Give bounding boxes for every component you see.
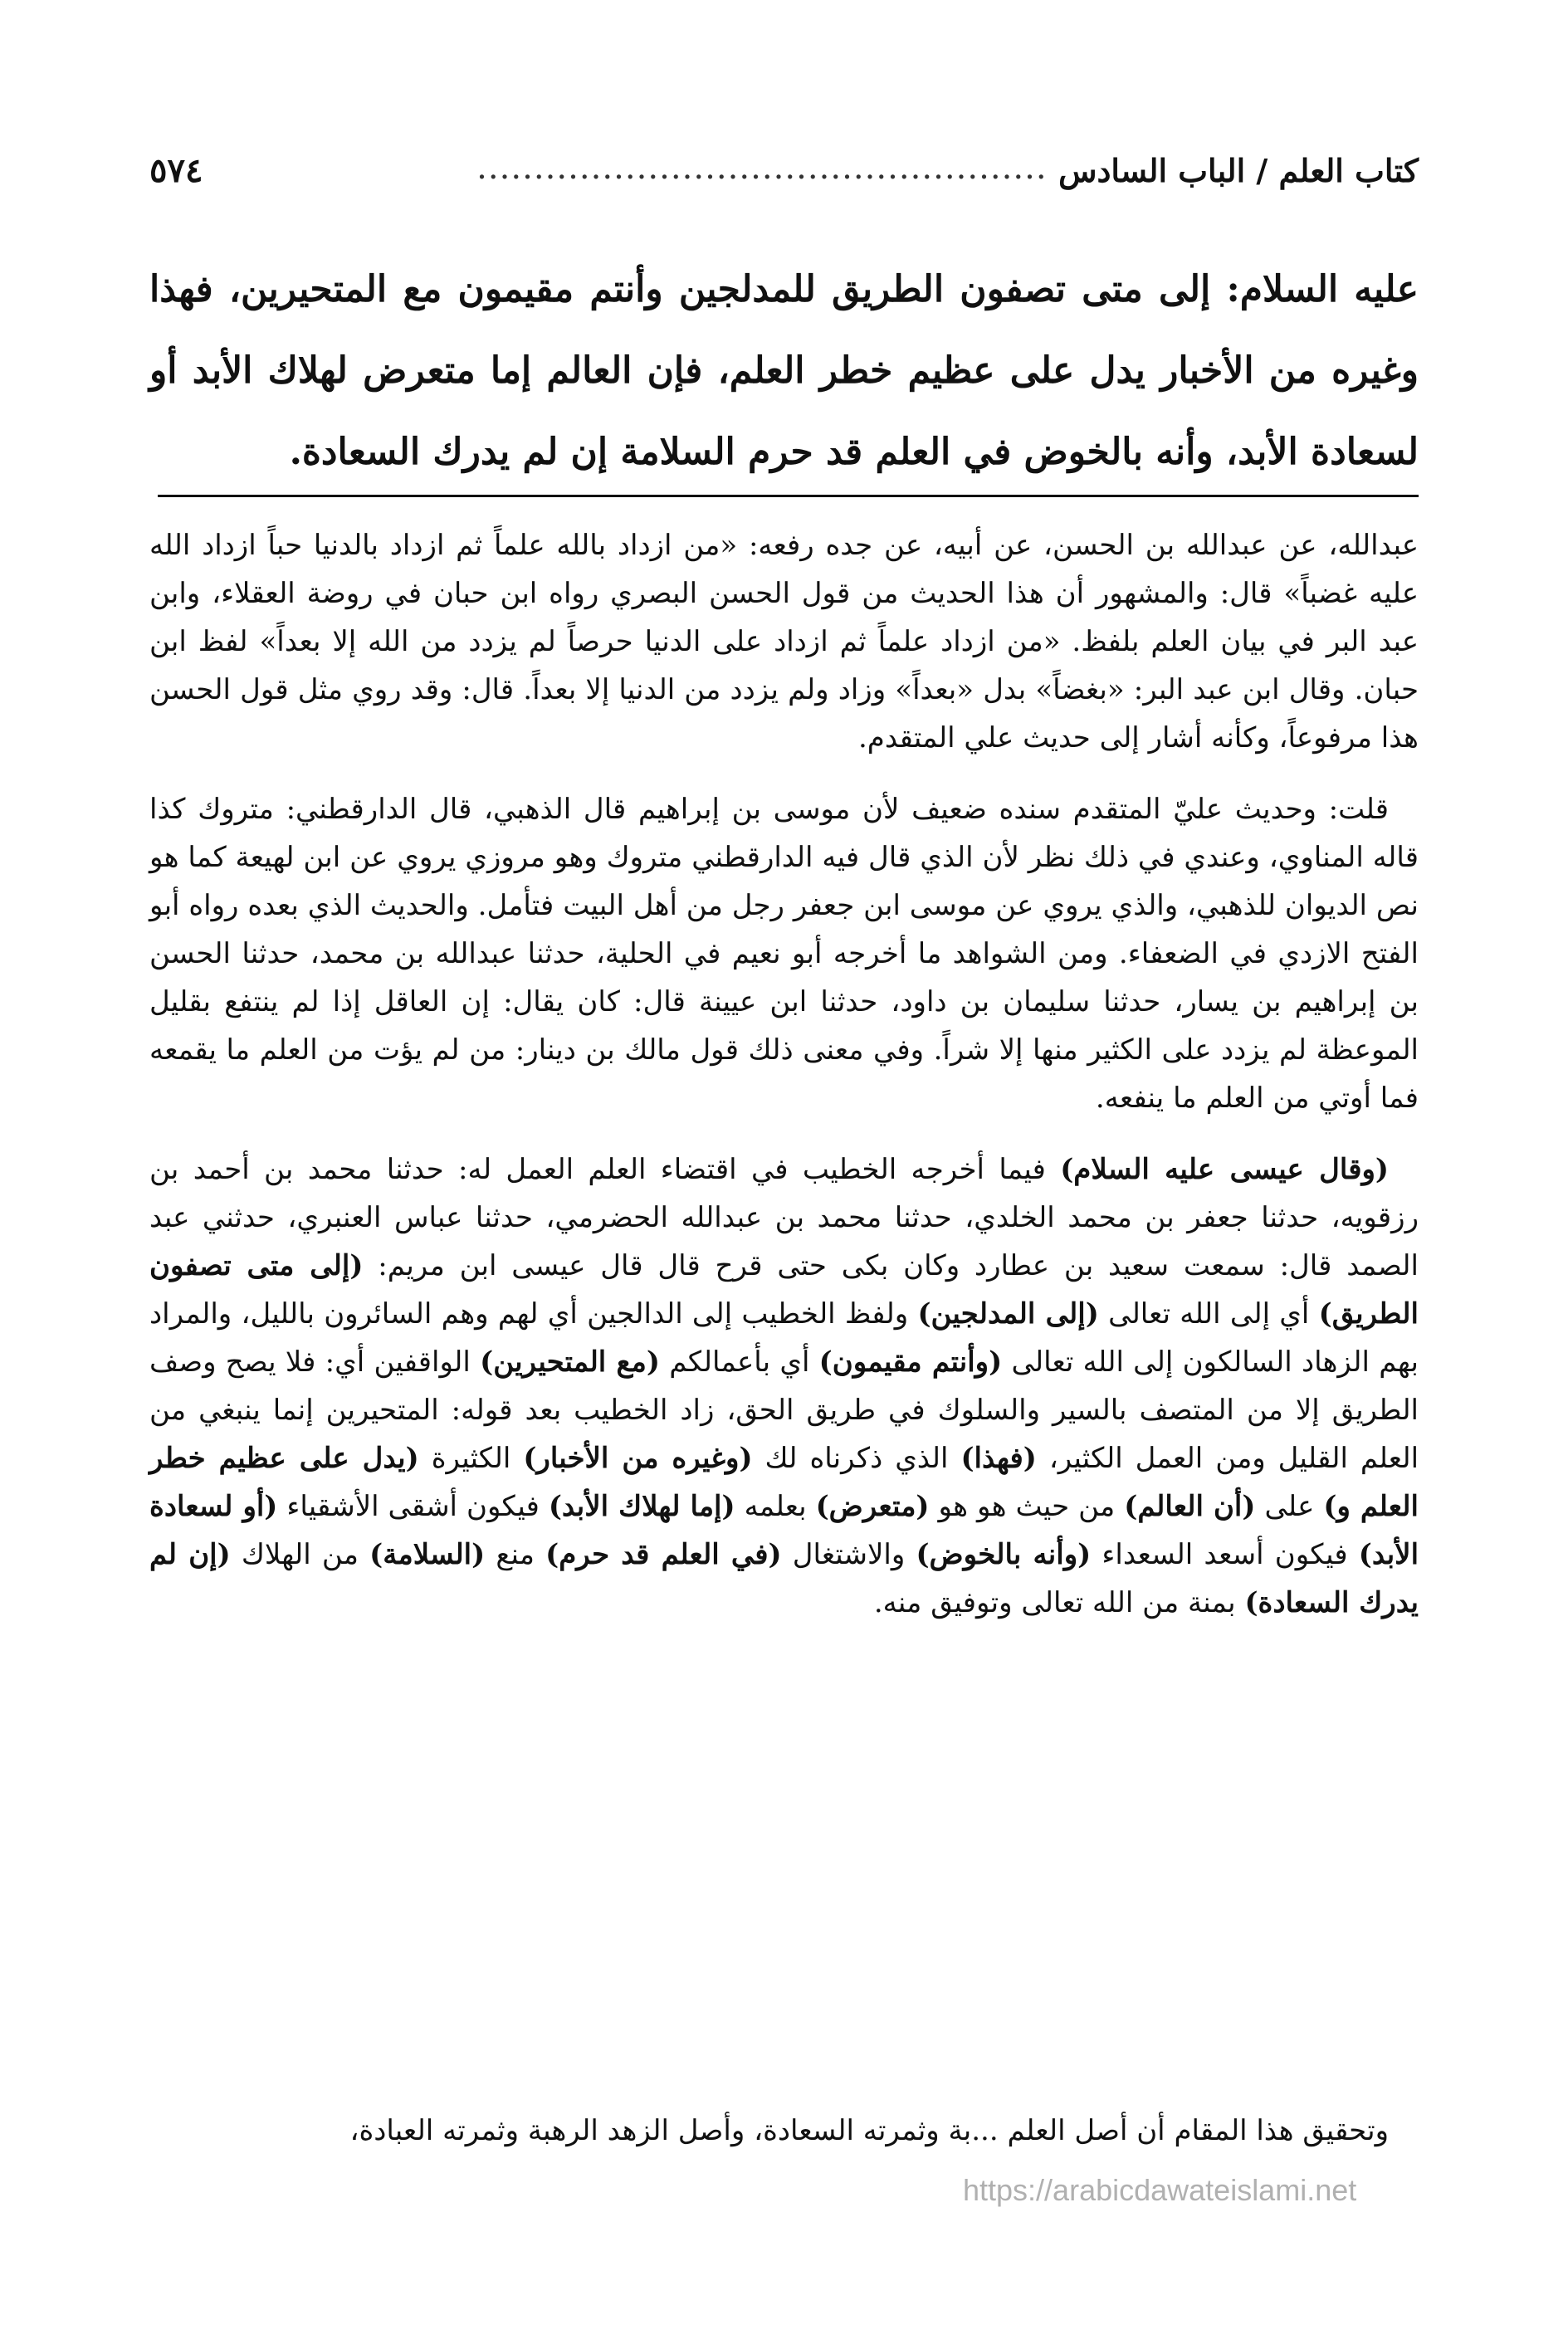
quoted-phrase: (في العلم قد حرم) (545, 1538, 782, 1571)
commentary-text: الذي ذكرناه لك (752, 1442, 961, 1475)
commentary-text: والاشتغال (781, 1538, 916, 1571)
quoted-phrase: (إما لهلاك الأبد) (548, 1490, 735, 1523)
running-title-group (478, 152, 1419, 189)
commentary-text: على (1255, 1490, 1324, 1523)
quoted-phrase: (السلامة) (369, 1538, 486, 1571)
quoted-phrase: (وأنتم مقيمون) (818, 1345, 1003, 1379)
quoted-phrase: (أو لسعادة الأبد) (149, 1490, 1419, 1571)
commentary-text: بعلمه (735, 1490, 816, 1523)
commentary-text: الكثيرة (418, 1442, 524, 1475)
commentary-paragraph-1: عبدالله، عن عبدالله بن الحسن، عن أبيه، عن جده رفعه: «من ازداد بالله علماً ثم ازداد بالدنيا حباً ازداد الله عليه غضباً» قال: والمشهور أن هذا الحديث من قول الحسن البصري رواه ابن حبان في روضة العقلاء، وابن عبد البر في بيان العلم بلفظ. «من ازداد علماً ثم ازداد على الدنيا حرصاً لم يزدد من الله إلا بعداً» لفظ ابن حبان. وقال ابن عبد البر: «بغضاً» بدل «بعداً» وزاد ولم يزدد من الدنيا إلا بعداً. قال: وقد روي مثل قول الحسن هذا مرفوعاً، وكأنه أشار إلى حديث علي المتقدم. (149, 529, 1419, 754)
commentary-text: أي بأعمالكم (659, 1345, 819, 1379)
page-header (149, 141, 1419, 199)
commentary-text: فيكون أسعد السعداء (1091, 1538, 1359, 1571)
commentary-text: ولفظ الخطيب إلى الدالجين أي لهم وهم السائرون بالليل، والمراد بهم الزهاد السالكون إلى الله تعالى (149, 1297, 1419, 1379)
commentary-last-line: وتحقيق هذا المقام أن أصل العلم ...بة وثمرته السعادة، وأصل الزهد الرهبة وثمرته العبادة، (349, 2114, 1389, 2147)
commentary-text: من الهلاك (230, 1538, 370, 1571)
commentary-text: فيما أخرجه الخطيب في اقتضاء العلم العمل له: حدثنا محمد بن أحمد بن رزقويه، حدثنا جعفر بن محمد الخلدي، حدثنا محمد بن عبدالله الحضرمي، حدثنا عباس العنبري، حدثني عبد الصمد قال: سمعت سعيد بن عطارد وكان بكى حتى قرح قال قال عيسى ابن مريم: (149, 1153, 1419, 1282)
commentary-paragraph-2: قلت: وحديث عليّ المتقدم سنده ضعيف لأن موسى بن إبراهيم قال الذهبي، قال الدارقطني: متروك كذا قاله المناوي، وعندي في ذلك نظر لأن الذي قال فيه الدارقطني متروك وهو مروزي يروي عن ابن لهيعة كما هو نص الديوان للذهبي، والذي يروي عن موسى ابن جعفر رجل من أهل البيت فتأمل. والحديث الذي بعده رواه أبو الفتح الازدي في الضعفاء. ومن الشواهد ما أخرجه أبو نعيم في الحلية، حدثنا عبدالله بن محمد، حدثنا الحسن بن إبراهيم بن يسار، حدثنا سليمان بن داود، حدثنا ابن عيينة قال: كان يقال: إن العاقل إذا لم ينتفع بقليل الموعظة لم يزدد على الكثير منها إلا شراً. وفي معنى ذلك قول مالك بن دينار: من لم يؤت من العلم ما يقمعه فما أوتي من العلم ما ينفعه. (149, 793, 1419, 1115)
footnote-separator-rule (158, 495, 1419, 497)
commentary-text: بمنة من الله تعالى وتوفيق منه. (873, 1586, 1245, 1619)
commentary-block (149, 521, 1419, 1650)
quoted-phrase: (يدل على عظيم خطر العلم و) (149, 1442, 1419, 1523)
quoted-phrase: (وقال عيسى عليه السلام) (1060, 1153, 1389, 1186)
commentary-text: من حيث هو هو (929, 1490, 1125, 1523)
watermark-url: https://arabicdawateislami.net (963, 2173, 1357, 2207)
commentary-text: أي إلى الله تعالى (1098, 1297, 1319, 1331)
page-number: ٥٧٤ (149, 150, 203, 190)
quoted-phrase: (مع المتحيرين) (480, 1345, 660, 1379)
commentary-paragraph-3 (149, 1145, 1419, 1627)
quoted-phrase: (إلى المدلجين) (917, 1297, 1099, 1331)
quoted-phrase: (وغيره من الأخبار) (523, 1442, 753, 1475)
quoted-phrase: (أن العالم) (1124, 1490, 1256, 1523)
quoted-phrase: (متعرض) (815, 1490, 930, 1523)
quoted-phrase: (إلى متى تصفون الطريق) (149, 1249, 1419, 1331)
main-text-block: عليه السلام: إلى متى تصفون الطريق للمدلجين وأنتم مقيمون مع المتحيرين، فهذا وغيره من الأخبار يدل على عظيم خطر العلم، فإن العالم إما متعرض لهلاك الأبد أو لسعادة الأبد، وأنه بالخوض في العلم قد حرم السلامة إن لم يدرك السعادة. (149, 268, 1419, 473)
commentary-text: منع (485, 1538, 546, 1571)
leader-dots: .................................................. (477, 156, 1049, 184)
commentary-text: فيكون أشقى الأشقياء (277, 1490, 549, 1523)
commentary-text: الواقفين أي: فلا يصح وصف الطريق إلا من المتصف بالسير والسلوك في طريق الحق، زاد الخطيب بعد قوله: المتحيرين إنما ينبغي من العلم القليل ومن العمل الكثير، (149, 1345, 1419, 1475)
quoted-phrase: (وأنه بالخوض) (916, 1538, 1092, 1571)
quoted-phrase: (إن لم يدرك السعادة) (149, 1538, 1419, 1619)
running-title: كتاب العلم / الباب السادس (1058, 151, 1419, 189)
quoted-phrase: (فهذا) (960, 1442, 1037, 1475)
